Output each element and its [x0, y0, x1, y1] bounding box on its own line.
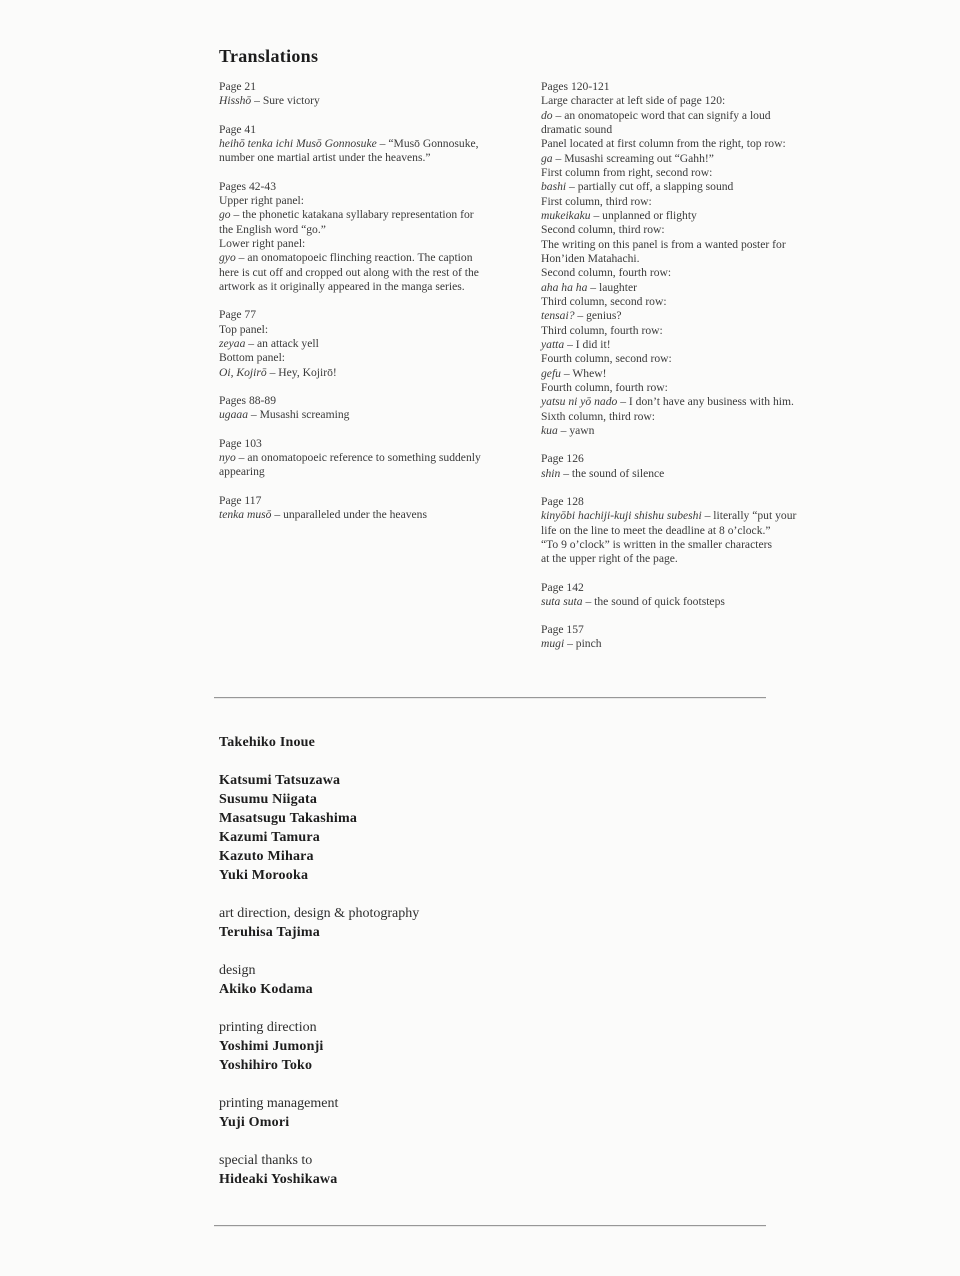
entry-line: tenka musō – unparalleled under the heavens: [219, 507, 427, 521]
entry-line: life on the line to meet the deadline at 8 o’clock.”: [541, 523, 771, 537]
credit-role-label: art direction, design & photography: [219, 906, 420, 921]
entry-line: aha ha ha – laughter: [541, 280, 637, 294]
credit-name: Kazumi Tamura: [219, 830, 321, 845]
entry-line: First column, third row:: [541, 194, 652, 208]
translations-column-left: [219, 80, 527, 536]
credit-group: [219, 1151, 419, 1189]
entry-page-heading: Page 77: [219, 308, 257, 322]
entry-line: Second column, fourth row:: [541, 266, 672, 280]
divider-top: [214, 697, 766, 698]
entry-line: Second column, third row:: [541, 223, 665, 237]
entry-line: Large character at left side of page 120:: [541, 94, 726, 108]
credit-name: Susumu Niigata: [219, 792, 318, 807]
credit-name: Yoshihiro Toko: [219, 1058, 313, 1073]
entry-line: Fourth column, second row:: [541, 352, 672, 366]
entry-line: gyo – an onomatopoeic flinching reaction. The caption: [219, 251, 473, 265]
entry-line: kinyōbi hachiji-kuji shishu subeshi – literally “put your: [541, 509, 797, 523]
entry-line: shin – the sound of silence: [541, 466, 665, 480]
entry-line: nyo – an onomatopoeic reference to something suddenly: [219, 450, 481, 464]
credit-group: [219, 733, 419, 752]
entry-page-heading: Page 41: [219, 122, 257, 136]
entry-line: number one martial artist under the heavens.”: [219, 151, 431, 165]
translation-entry: [541, 452, 809, 481]
credit-name: Kazuto Mihara: [219, 849, 314, 864]
translation-entry: [219, 123, 527, 166]
entry-page-heading: Page 126: [541, 452, 584, 466]
credit-group: [219, 961, 419, 999]
entry-line: Top panel:: [219, 322, 269, 336]
entry-line: Hon’iden Matahachi.: [541, 251, 640, 265]
translation-entry: [219, 180, 527, 295]
entry-line: “To 9 o’clock” is written in the smaller characters: [541, 537, 772, 551]
divider-bottom: [214, 1225, 766, 1226]
entry-page-heading: Pages 42-43: [219, 179, 276, 193]
credits-section: [219, 733, 419, 1208]
credit-name: Hideaki Yoshikawa: [219, 1172, 338, 1187]
credit-group: [219, 1094, 419, 1132]
entry-line: mukeikaku – unplanned or flighty: [541, 208, 697, 222]
entry-page-heading: Page 128: [541, 494, 584, 508]
credit-name: Teruhisa Tajima: [219, 925, 320, 940]
entry-line: Panel located at first column from the right, top row:: [541, 137, 786, 151]
entry-line: dramatic sound: [541, 122, 613, 136]
entry-line: Fourth column, fourth row:: [541, 380, 668, 394]
credit-role-label: special thanks to: [219, 1153, 313, 1168]
entry-line: Bottom panel:: [219, 351, 286, 365]
entry-line: here is cut off and cropped out along with the rest of the: [219, 265, 479, 279]
credit-role-label: design: [219, 963, 256, 978]
credit-name: Masatsugu Takashima: [219, 811, 358, 826]
credit-role-label: printing direction: [219, 1020, 317, 1035]
entry-line: do – an onomatopeic word that can signify a loud: [541, 108, 771, 122]
credit-group: [219, 771, 419, 885]
translation-entry: [219, 80, 527, 109]
entry-line: at the upper right of the page.: [541, 552, 678, 566]
translations-column-right: [541, 80, 809, 666]
credit-name: Takehiko Inoue: [219, 735, 316, 750]
entry-line: heihō tenka ichi Musō Gonnosuke – “Musō Gonnosuke,: [219, 136, 479, 150]
entry-line: Oi, Kojirō – Hey, Kojirō!: [219, 365, 337, 379]
credit-group: [219, 1018, 419, 1075]
credit-role-label: printing management: [219, 1096, 339, 1111]
page-title: Translations: [219, 46, 319, 66]
credit-group: [219, 904, 419, 942]
entry-line: Third column, fourth row:: [541, 323, 663, 337]
entry-page-heading: Page 21: [219, 80, 257, 93]
entry-line: appearing: [219, 465, 265, 479]
entry-line: bashi – partially cut off, a slapping sound: [541, 180, 734, 194]
entry-line: suta suta – the sound of quick footsteps: [541, 594, 725, 608]
translation-entry: [541, 495, 809, 567]
entry-line: The writing on this panel is from a wanted poster for: [541, 237, 786, 251]
entry-line: Third column, second row:: [541, 294, 667, 308]
entry-line: Upper right panel:: [219, 193, 304, 207]
credit-name: Yuki Morooka: [219, 868, 309, 883]
entry-line: gefu – Whew!: [541, 366, 607, 380]
entry-line: zeyaa – an attack yell: [219, 336, 319, 350]
credit-name: Yoshimi Jumonji: [219, 1039, 324, 1054]
credit-name: Katsumi Tatsuzawa: [219, 773, 341, 788]
translation-entry: [541, 80, 809, 438]
entry-line: artwork as it originally appeared in the manga series.: [219, 279, 465, 293]
credit-name: Yuji Omori: [219, 1115, 290, 1130]
credit-name: Akiko Kodama: [219, 982, 313, 997]
entry-line: First column from right, second row:: [541, 165, 713, 179]
entry-line: kua – yawn: [541, 423, 595, 437]
entry-page-heading: Page 117: [219, 493, 262, 507]
entry-page-heading: Page 103: [219, 436, 262, 450]
entry-line: Sixth column, third row:: [541, 409, 656, 423]
translation-entry: [219, 437, 527, 480]
translation-entry: [219, 494, 527, 523]
entry-page-heading: Page 157: [541, 623, 584, 637]
entry-line: ga – Musashi screaming out “Gahh!”: [541, 151, 714, 165]
entry-page-heading: Pages 120-121: [541, 80, 610, 93]
entry-line: go – the phonetic katakana syllabary representation for: [219, 208, 474, 222]
entry-page-heading: Pages 88-89: [219, 393, 276, 407]
entry-line: tensai? – genius?: [541, 309, 622, 323]
entry-page-heading: Page 142: [541, 580, 584, 594]
entry-line: ugaaa – Musashi screaming: [219, 408, 350, 422]
translation-entry: [541, 581, 809, 610]
translation-entry: [541, 623, 809, 652]
entry-line: mugi – pinch: [541, 637, 602, 651]
entry-line: yatta – I did it!: [541, 337, 611, 351]
entry-line: Hisshō – Sure victory: [219, 94, 320, 108]
entry-line: Lower right panel:: [219, 236, 306, 250]
entry-line: yatsu ni yō nado – I don’t have any business with him.: [541, 395, 794, 409]
translation-entry: [219, 308, 527, 380]
translation-entry: [219, 394, 527, 423]
entry-line: the English word “go.”: [219, 222, 326, 236]
